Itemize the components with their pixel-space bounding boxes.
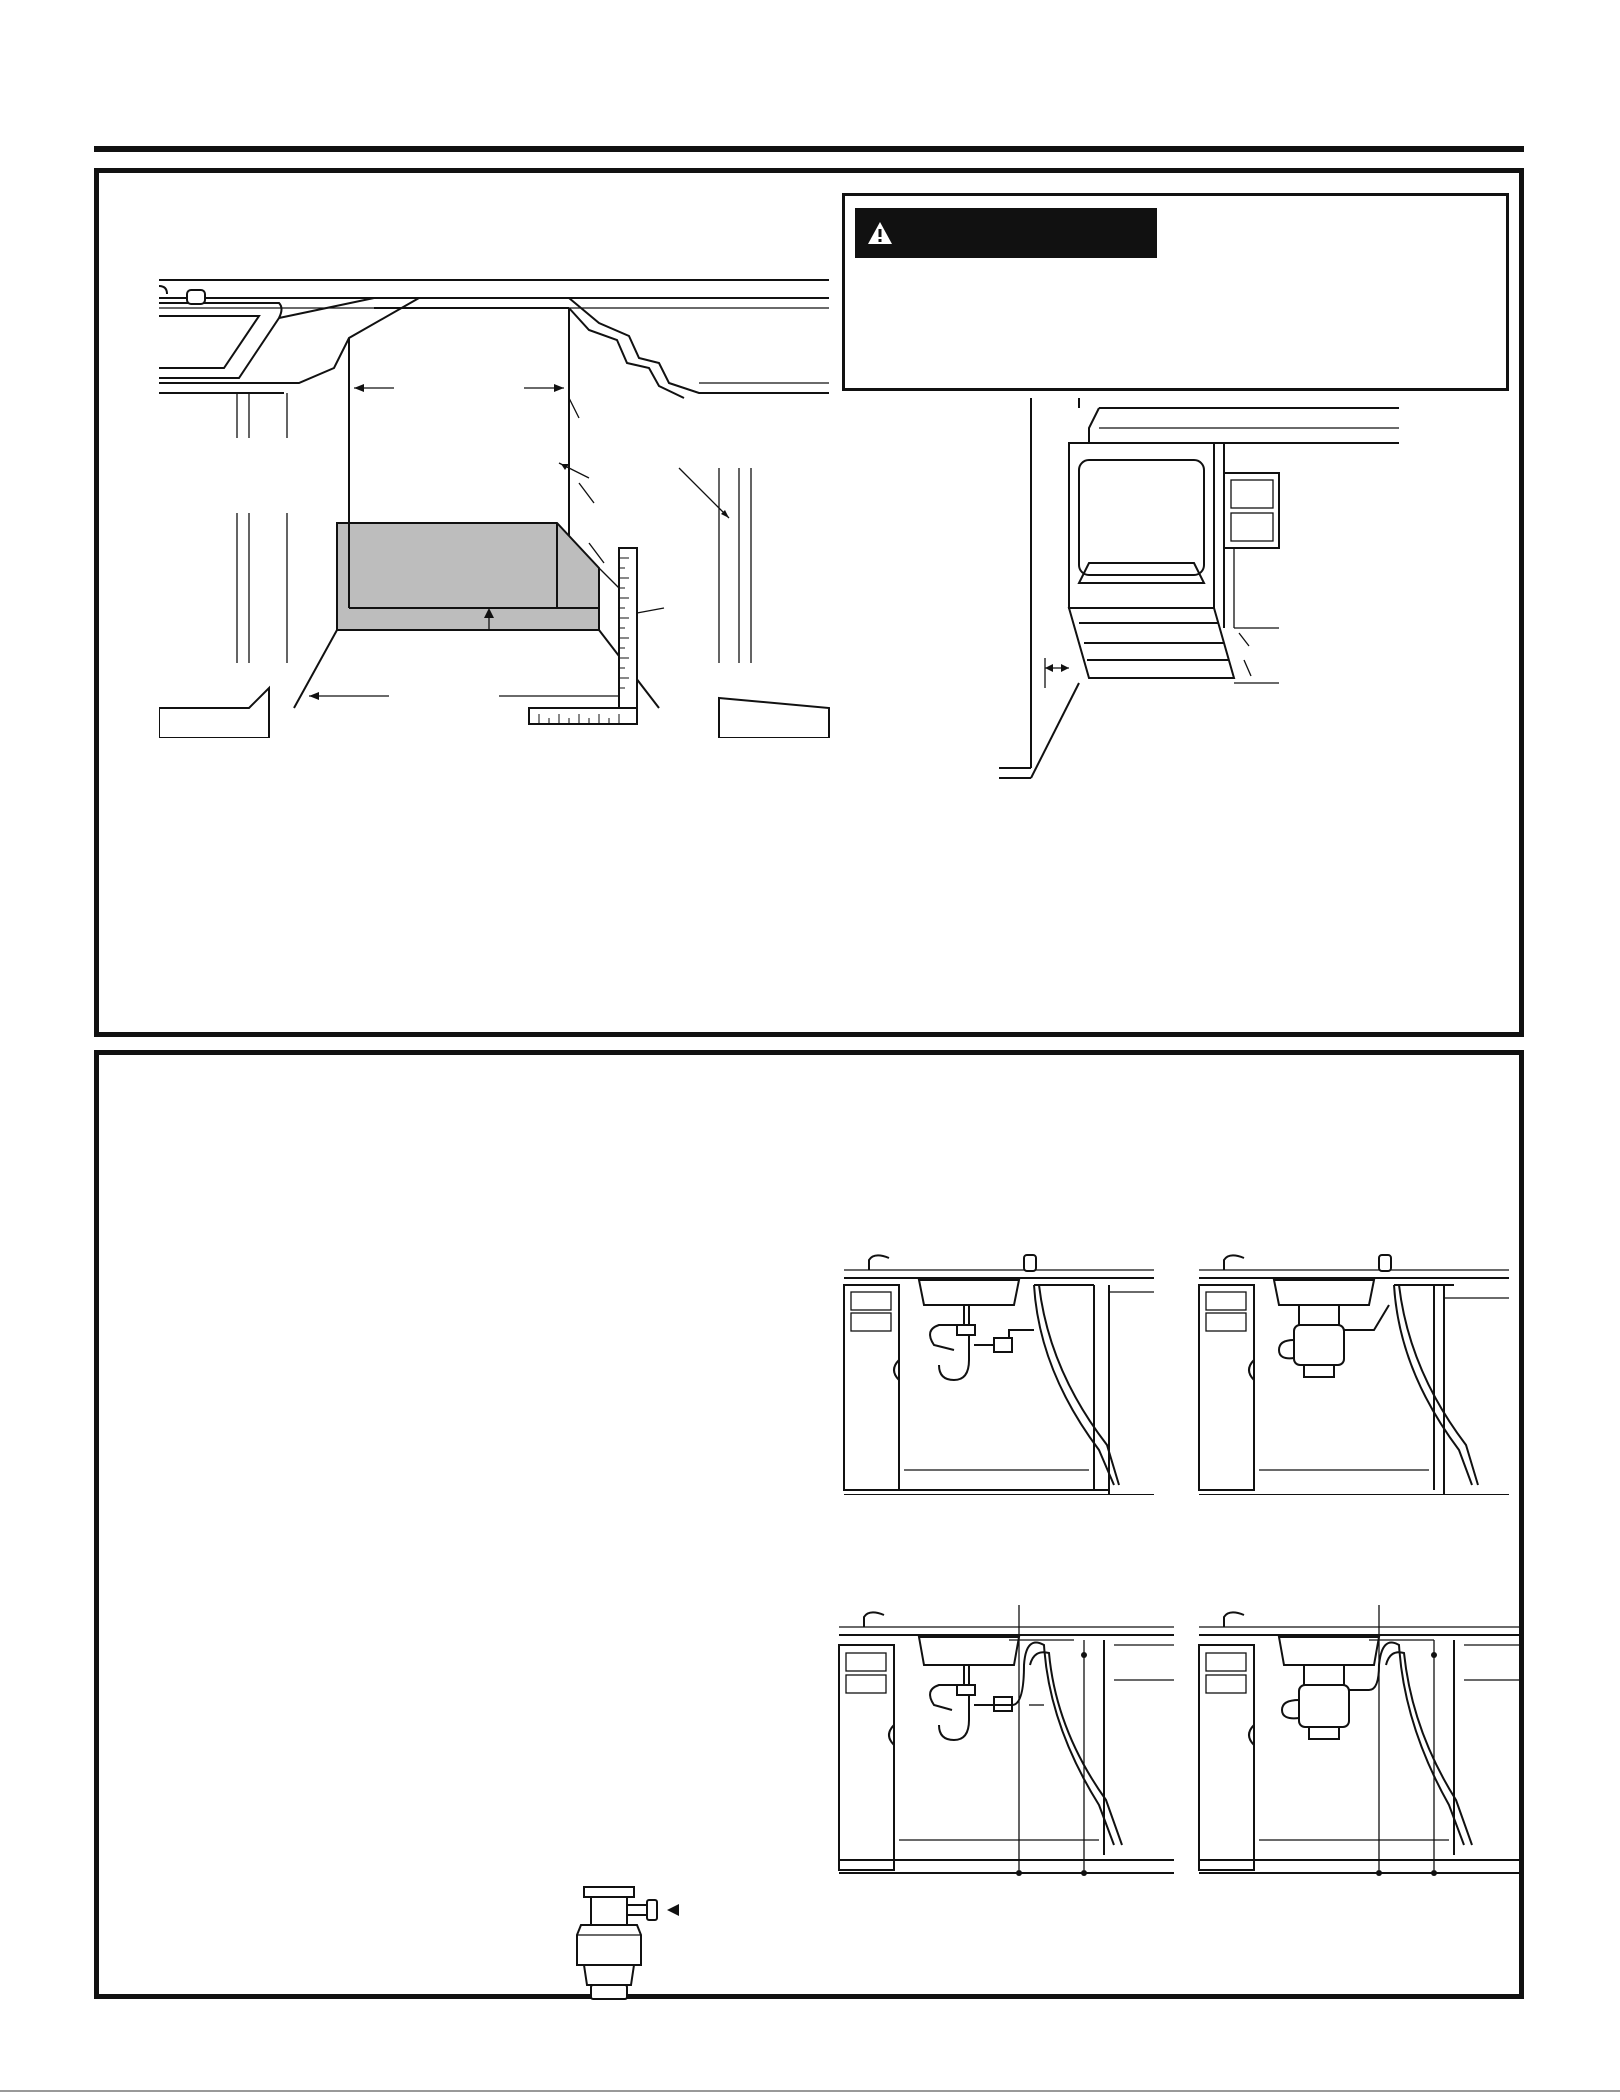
header-rule xyxy=(94,146,1524,152)
sink-drain-diagram-3 xyxy=(834,1605,1179,1880)
sink-drain-diagram-2 xyxy=(1194,1250,1514,1495)
dishwasher-door-open-diagram xyxy=(979,398,1429,788)
cabinet-opening-diagram xyxy=(159,268,839,738)
page-bottom-rule xyxy=(0,2090,1620,2092)
warning-header xyxy=(855,208,1157,258)
disposer-inlet-diagram xyxy=(559,1885,699,2005)
warning-triangle-icon xyxy=(867,221,893,245)
warning-box xyxy=(842,193,1509,391)
panel-cabinet-opening xyxy=(94,168,1524,1037)
panel-drain-connections xyxy=(94,1050,1524,1999)
sink-drain-diagram-1 xyxy=(839,1250,1159,1495)
sink-drain-diagram-4 xyxy=(1194,1605,1524,1880)
